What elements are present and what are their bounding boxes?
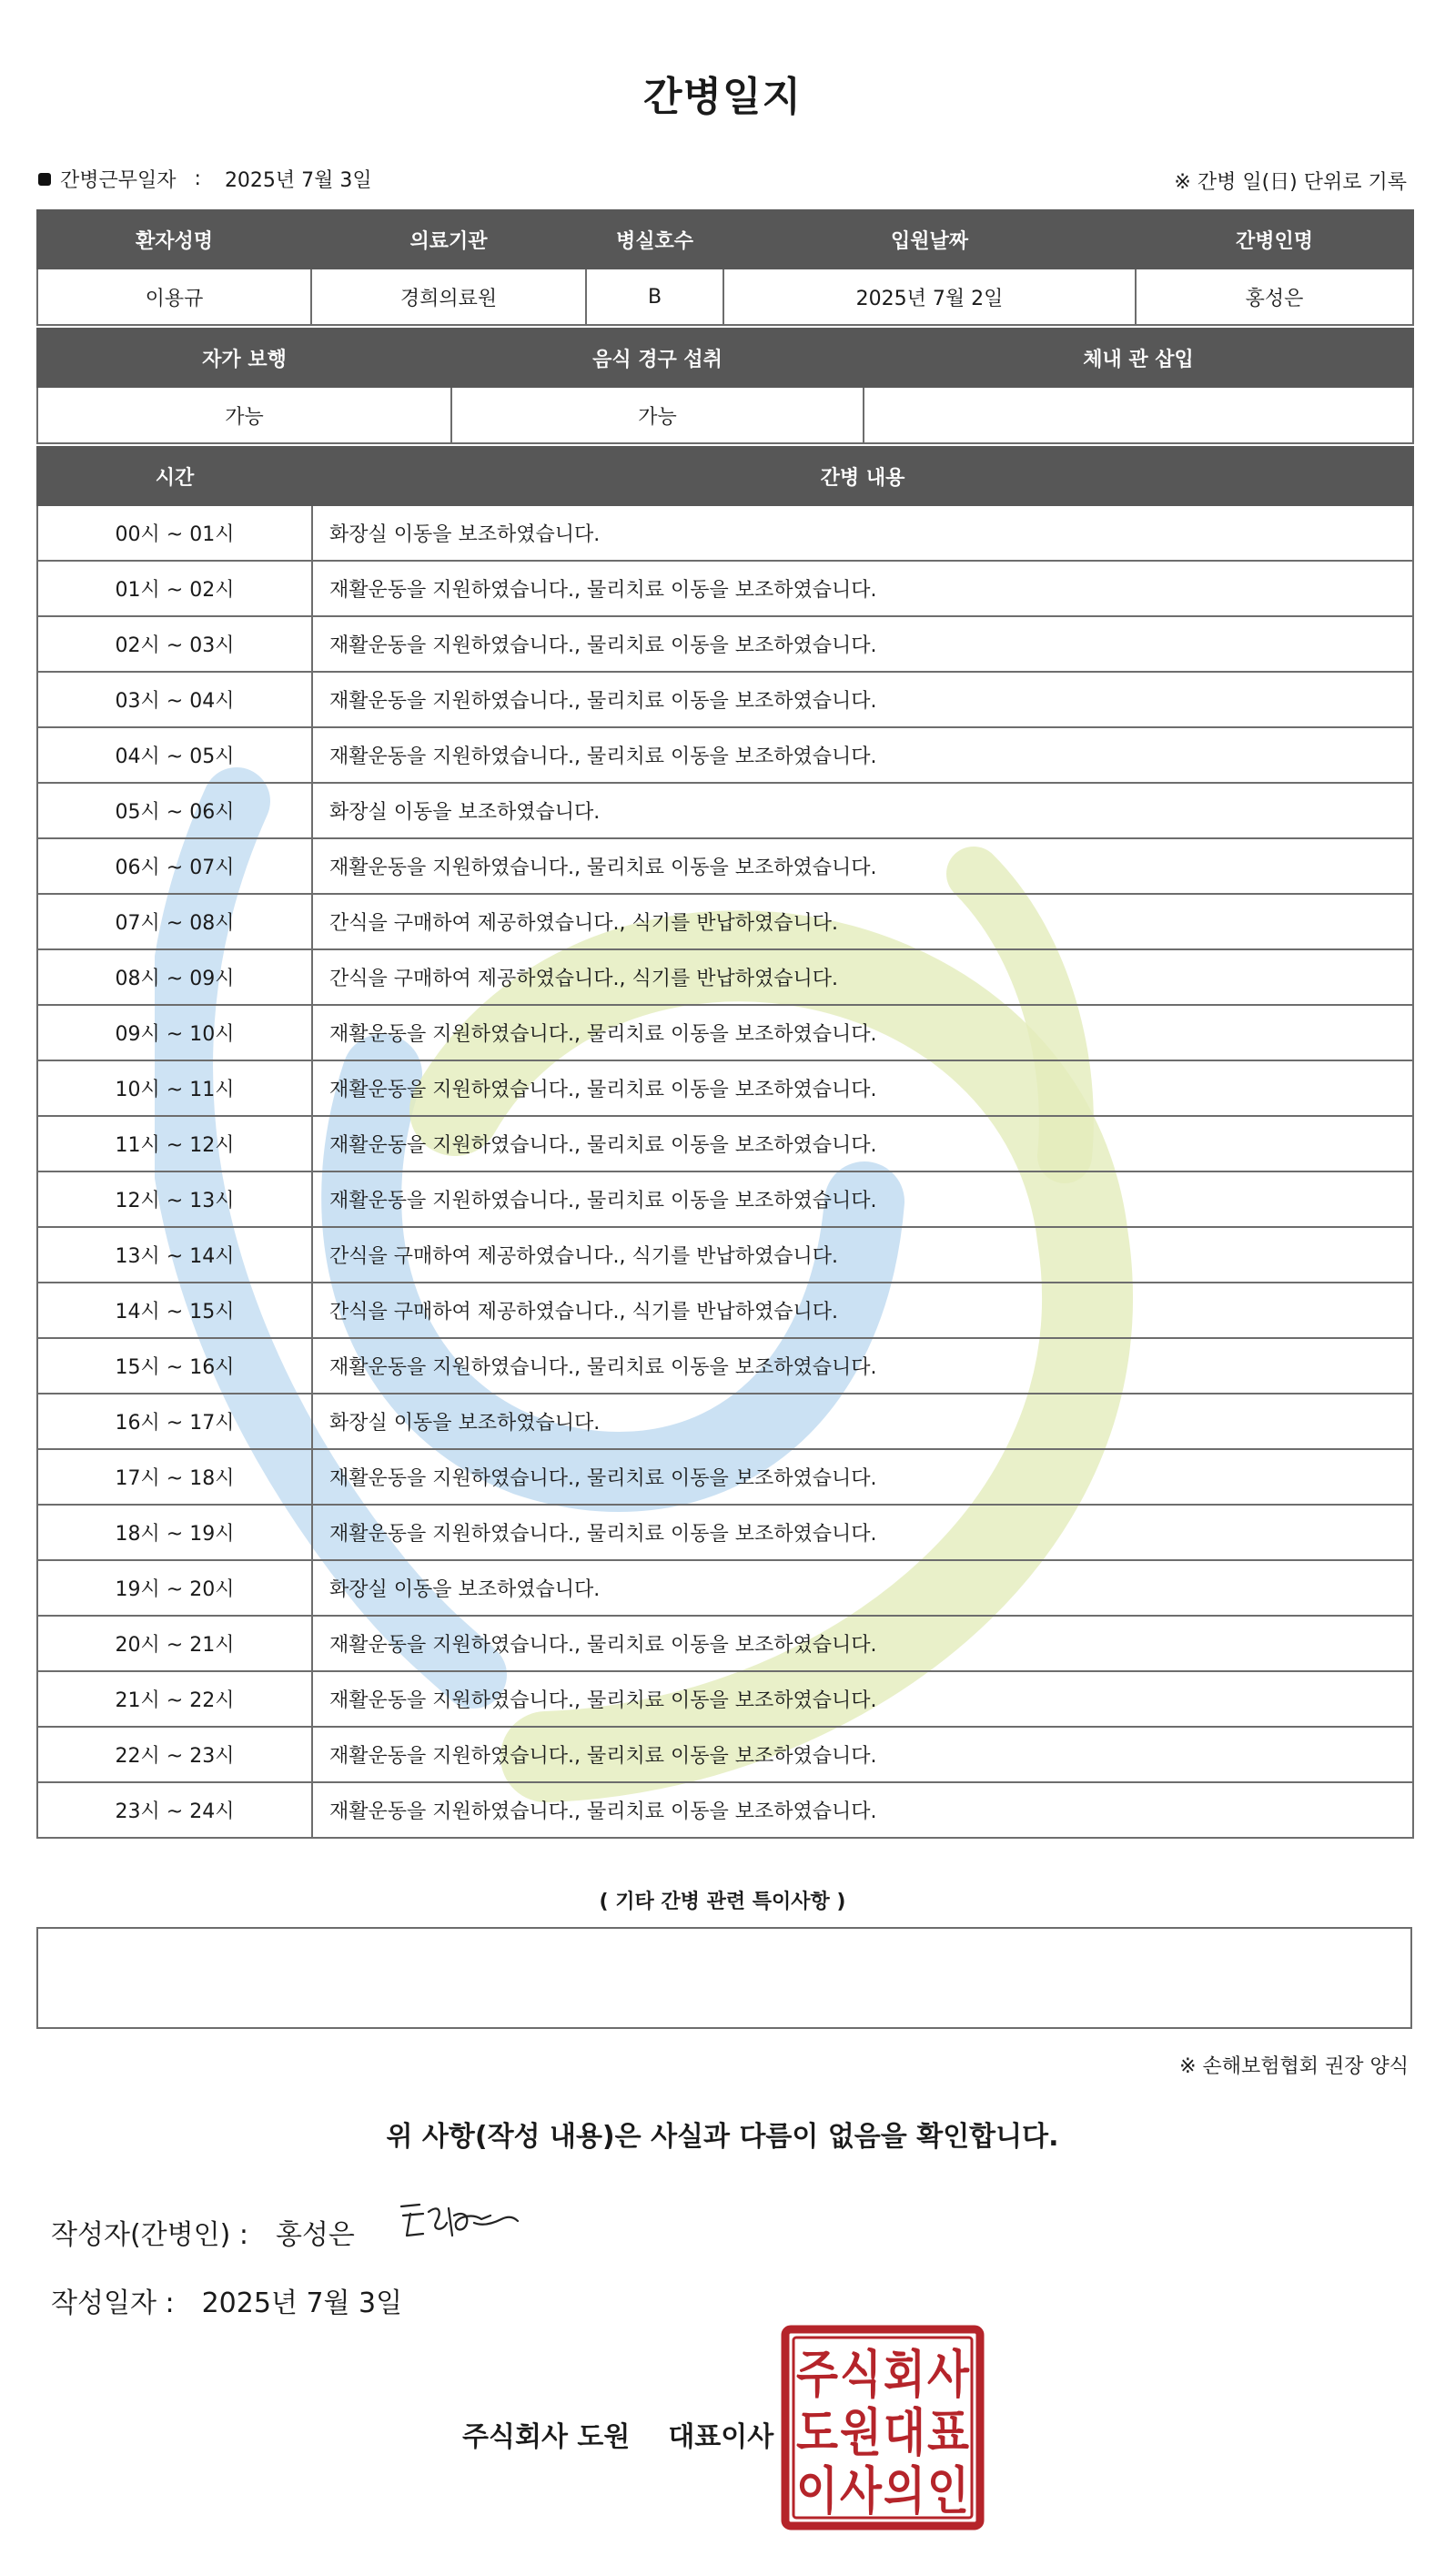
writer-name: 홍성은: [275, 2219, 355, 2251]
care-log-row: [37, 1283, 1413, 1338]
handwritten-signature: [396, 2196, 523, 2250]
header-self-walking: 자가 보행: [37, 329, 451, 387]
care-log-row: [37, 949, 1413, 1005]
time-cell: 13시 ~ 14시: [37, 1227, 312, 1283]
care-content-cell: 간식을 구매하여 제공하였습니다., 식기를 반납하였습니다.: [312, 1227, 1413, 1283]
oral-intake-cell: 가능: [451, 387, 864, 443]
time-cell: 17시 ~ 18시: [37, 1449, 312, 1505]
time-cell: 12시 ~ 13시: [37, 1171, 312, 1227]
header-hospital: 의료기관: [311, 210, 586, 269]
seal-character: 대: [884, 2404, 925, 2463]
time-cell: 07시 ~ 08시: [37, 894, 312, 949]
care-content-cell: 재활운동을 지원하였습니다., 물리치료 이동을 보조하였습니다.: [312, 727, 1413, 783]
time-cell: 18시 ~ 19시: [37, 1505, 312, 1560]
care-content-cell: 재활운동을 지원하였습니다., 물리치료 이동을 보조하였습니다.: [312, 1671, 1413, 1727]
care-content-cell: 재활운동을 지원하였습니다., 물리치료 이동을 보조하였습니다.: [312, 838, 1413, 894]
ability-value-row: [37, 387, 1413, 443]
care-log-row: [37, 1449, 1413, 1505]
care-log-row: [37, 561, 1413, 616]
written-date-value: 2025년 7월 3일: [201, 2287, 403, 2319]
header-oral-intake: 음식 경구 섭취: [451, 329, 864, 387]
ability-header-row: [37, 329, 1413, 387]
work-date-colon: :: [194, 167, 201, 190]
time-cell: 16시 ~ 17시: [37, 1394, 312, 1449]
care-content-cell: 간식을 구매하여 제공하였습니다., 식기를 반납하였습니다.: [312, 894, 1413, 949]
time-cell: 10시 ~ 11시: [37, 1060, 312, 1116]
care-content-cell: 재활운동을 지원하였습니다., 물리치료 이동을 보조하였습니다.: [312, 1782, 1413, 1838]
caregiver-name-cell: 홍성은: [1136, 269, 1413, 325]
special-notes-box: [36, 1927, 1412, 2029]
seal-character: 회: [884, 2346, 925, 2405]
time-cell: 11시 ~ 12시: [37, 1116, 312, 1171]
care-content-cell: 재활운동을 지원하였습니다., 물리치료 이동을 보조하였습니다.: [312, 1616, 1413, 1671]
seal-character: 표: [927, 2404, 969, 2463]
care-log-table: [36, 446, 1414, 1839]
time-cell: 20시 ~ 21시: [37, 1616, 312, 1671]
seal-character: 사: [840, 2462, 883, 2521]
header-admission-date: 입원날짜: [723, 210, 1136, 269]
tube-insertion-cell: [864, 387, 1413, 443]
time-cell: 23시 ~ 24시: [37, 1782, 312, 1838]
care-content-cell: 재활운동을 지원하였습니다., 물리치료 이동을 보조하였습니다.: [312, 1060, 1413, 1116]
header-time: 시간: [37, 447, 312, 505]
care-log-row: [37, 838, 1413, 894]
care-log-row: [37, 1116, 1413, 1171]
care-log-row: [37, 1005, 1413, 1060]
work-date-value: 2025년 7월 3일: [224, 169, 372, 192]
unit-note: ※ 간병 일(日) 단위로 기록: [1174, 171, 1407, 194]
company-line: [462, 2414, 773, 2454]
bullet-square-icon: [38, 173, 51, 186]
time-cell: 21시 ~ 22시: [37, 1671, 312, 1727]
care-content-cell: 재활운동을 지원하였습니다., 물리치료 이동을 보조하였습니다.: [312, 1338, 1413, 1394]
self-walking-cell: 가능: [37, 387, 451, 443]
care-log-row: [37, 1171, 1413, 1227]
time-cell: 06시 ~ 07시: [37, 838, 312, 894]
writer-label: 작성자(간병인) :: [51, 2219, 248, 2251]
seal-character: 이: [796, 2462, 838, 2521]
care-log-row: [37, 783, 1413, 838]
care-log-row: [37, 727, 1413, 783]
seal-character: 식: [840, 2346, 882, 2405]
time-cell: 15시 ~ 16시: [37, 1338, 312, 1394]
time-cell: 03시 ~ 04시: [37, 672, 312, 727]
company-name: 주식회사 도원: [462, 2421, 631, 2453]
care-log-row: [37, 505, 1413, 561]
care-log-row: [37, 1338, 1413, 1394]
care-log-row: [37, 672, 1413, 727]
care-content-cell: 재활운동을 지원하였습니다., 물리치료 이동을 보조하였습니다.: [312, 1005, 1413, 1060]
room-number-cell: B: [586, 269, 723, 325]
company-representative: 대표이사: [668, 2421, 774, 2453]
time-cell: 04시 ~ 05시: [37, 727, 312, 783]
time-cell: 01시 ~ 02시: [37, 561, 312, 616]
time-cell: 14시 ~ 15시: [37, 1283, 312, 1338]
seal-character: 도: [796, 2404, 838, 2463]
care-log-body: [37, 505, 1413, 1838]
seal-character: 원: [840, 2404, 882, 2463]
time-cell: 09시 ~ 10시: [37, 1005, 312, 1060]
patient-ability-table: [36, 328, 1414, 444]
care-log-row: [37, 894, 1413, 949]
header-patient-name: 환자성명: [37, 210, 311, 269]
time-cell: 02시 ~ 03시: [37, 616, 312, 672]
care-content-cell: 재활운동을 지원하였습니다., 물리치료 이동을 보조하였습니다.: [312, 616, 1413, 672]
time-cell: 22시 ~ 23시: [37, 1727, 312, 1782]
patient-info-value-row: [37, 269, 1413, 325]
care-content-cell: 간식을 구매하여 제공하였습니다., 식기를 반납하였습니다.: [312, 1283, 1413, 1338]
care-content-cell: 화장실 이동을 보조하였습니다.: [312, 1560, 1413, 1616]
time-cell: 00시 ~ 01시: [37, 505, 312, 561]
care-content-cell: 화장실 이동을 보조하였습니다.: [312, 505, 1413, 561]
admission-date-cell: 2025년 7월 2일: [723, 269, 1136, 325]
care-content-cell: 재활운동을 지원하였습니다., 물리치료 이동을 보조하였습니다.: [312, 1116, 1413, 1171]
care-content-cell: 재활운동을 지원하였습니다., 물리치료 이동을 보조하였습니다.: [312, 1505, 1413, 1560]
care-log-row: [37, 1727, 1413, 1782]
confirmation-statement: 위 사항(작성 내용)은 사실과 다름이 없음을 확인합니다.: [386, 2121, 1059, 2153]
time-cell: 05시 ~ 06시: [37, 783, 312, 838]
care-log-row: [37, 1505, 1413, 1560]
care-log-row: [37, 1782, 1413, 1838]
written-date-line: [51, 2280, 402, 2320]
care-log-row: [37, 1394, 1413, 1449]
care-log-row: [37, 1560, 1413, 1616]
header-care-content: 간병 내용: [312, 447, 1413, 505]
writer-line: [51, 2212, 355, 2252]
recommend-note: ※ 손해보험협회 권장 양식: [1179, 2055, 1409, 2078]
care-log-row: [37, 1227, 1413, 1283]
seal-character: 인: [927, 2462, 969, 2521]
document-title: 간병일지: [642, 74, 802, 120]
care-content-cell: 재활운동을 지원하였습니다., 물리치료 이동을 보조하였습니다.: [312, 1171, 1413, 1227]
care-log-row: [37, 616, 1413, 672]
seal-character: 의: [884, 2462, 925, 2521]
care-content-cell: 재활운동을 지원하였습니다., 물리치료 이동을 보조하였습니다.: [312, 1449, 1413, 1505]
work-date-label: 간병근무일자: [60, 169, 177, 192]
seal-character: 주: [796, 2346, 838, 2405]
header-caregiver-name: 간병인명: [1136, 210, 1413, 269]
care-content-cell: 재활운동을 지원하였습니다., 물리치료 이동을 보조하였습니다.: [312, 561, 1413, 616]
care-log-header-row: [37, 447, 1413, 505]
hospital-cell: 경희의료원: [311, 269, 586, 325]
patient-name-cell: 이용규: [37, 269, 311, 325]
care-log-row: [37, 1671, 1413, 1727]
time-cell: 19시 ~ 20시: [37, 1560, 312, 1616]
care-content-cell: 재활운동을 지원하였습니다., 물리치료 이동을 보조하였습니다.: [312, 1727, 1413, 1782]
work-date-line: [38, 165, 372, 193]
care-content-cell: 화장실 이동을 보조하였습니다.: [312, 783, 1413, 838]
seal-character: 사: [927, 2346, 970, 2405]
time-cell: 08시 ~ 09시: [37, 949, 312, 1005]
care-content-cell: 간식을 구매하여 제공하였습니다., 식기를 반납하였습니다.: [312, 949, 1413, 1005]
special-notes-label: ( 기타 간병 관련 특이사항 ): [599, 1891, 846, 1913]
header-room-number: 병실호수: [586, 210, 723, 269]
care-content-cell: 재활운동을 지원하였습니다., 물리치료 이동을 보조하였습니다.: [312, 672, 1413, 727]
care-log-row: [37, 1616, 1413, 1671]
care-content-cell: 화장실 이동을 보조하였습니다.: [312, 1394, 1413, 1449]
patient-info-header-row: [37, 210, 1413, 269]
patient-info-table: [36, 209, 1414, 326]
care-log-row: [37, 1060, 1413, 1116]
company-seal: [781, 2325, 985, 2530]
header-tube-insertion: 체내 관 삽입: [864, 329, 1413, 387]
written-date-label: 작성일자 :: [51, 2287, 175, 2319]
